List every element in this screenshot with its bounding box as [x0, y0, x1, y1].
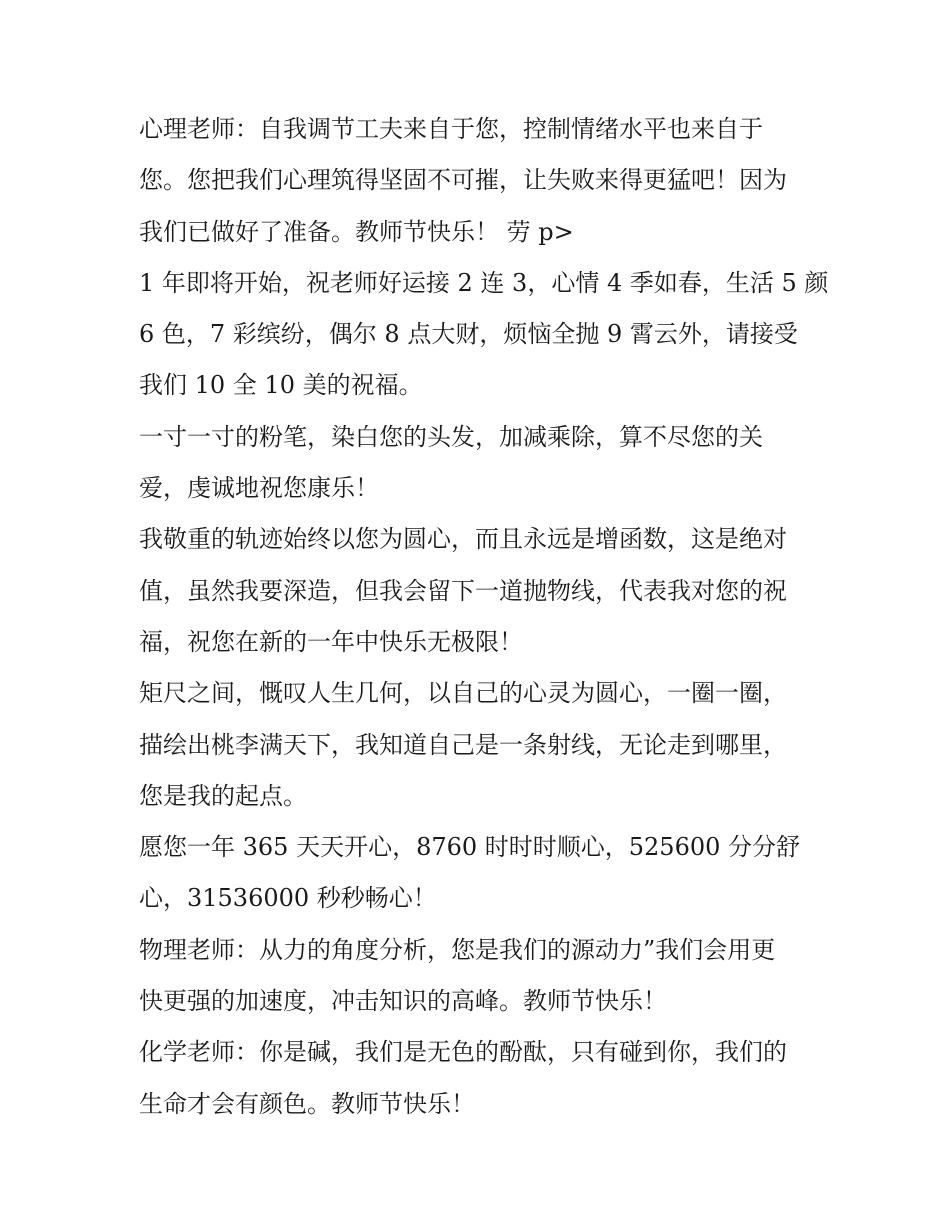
text-line: 6 色，7 彩缤纷，偶尔 8 点大财，烦恼全抛 9 霄云外，请接受 [139, 320, 798, 349]
paragraph-math-teacher [139, 514, 819, 668]
text-line: 矩尺之间，慨叹人生几何，以自己的心灵为圆心，一圈一圈， [139, 679, 787, 708]
text-line: 描绘出桃李满天下，我知道自己是一条射线，无论走到哪里， [139, 730, 787, 759]
document-body [139, 104, 829, 1130]
text-line: 愿您一年 365 天天开心，8760 时时时顺心，525600 分分舒 [139, 833, 801, 862]
text-line: 心，31536000 秒秒畅心！ [139, 884, 437, 913]
text-line: 您。您把我们心理筑得坚固不可摧，让失败来得更猛吧！因为 [139, 166, 787, 195]
text-line: 您是我的起点。 [139, 781, 307, 810]
text-line: 我们 10 全 10 美的祝福。 [139, 371, 423, 400]
paragraph-psychology-teacher [139, 104, 819, 258]
paragraph-chalk [139, 412, 819, 515]
text-line: 物理老师：从力的角度分析，您是我们的源动力”我们会用更 [139, 935, 776, 964]
text-line: 我们已做好了准备。教师节快乐！ 劳 p> [139, 217, 574, 246]
text-line: 一寸一寸的粉笔，染白您的头发，加减乘除，算不尽您的关 [139, 422, 763, 451]
text-line: 生命才会有颜色。教师节快乐！ [139, 1089, 475, 1118]
text-line: 心理老师：自我调节工夫来自于您，控制情绪水平也来自于 [139, 115, 763, 143]
paragraph-chemistry-teacher [139, 1027, 819, 1130]
paragraph-number-wishes [139, 258, 829, 412]
text-line: 快更强的加速度，冲击知识的高峰。教师节快乐！ [139, 987, 667, 1016]
text-line: 我敬重的轨迹始终以您为圆心，而且永远是增函数，这是绝对 [139, 525, 787, 554]
paragraph-physics-teacher [139, 925, 819, 1028]
paragraph-geometry [139, 668, 819, 822]
text-line: 值，虽然我要深造，但我会留下一道抛物线，代表我对您的祝 [139, 576, 787, 605]
text-line: 爱，虔诚地祝您康乐！ [139, 474, 379, 503]
text-line: 1 年即将开始，祝老师好运接 2 连 3，心情 4 季如春，生活 5 颜 [139, 268, 829, 297]
paragraph-time-wishes [139, 822, 819, 925]
text-line: 福，祝您在新的一年中快乐无极限！ [139, 627, 523, 656]
text-line: 化学老师：你是碱，我们是无色的酚酞，只有碰到你，我们的 [139, 1038, 787, 1067]
